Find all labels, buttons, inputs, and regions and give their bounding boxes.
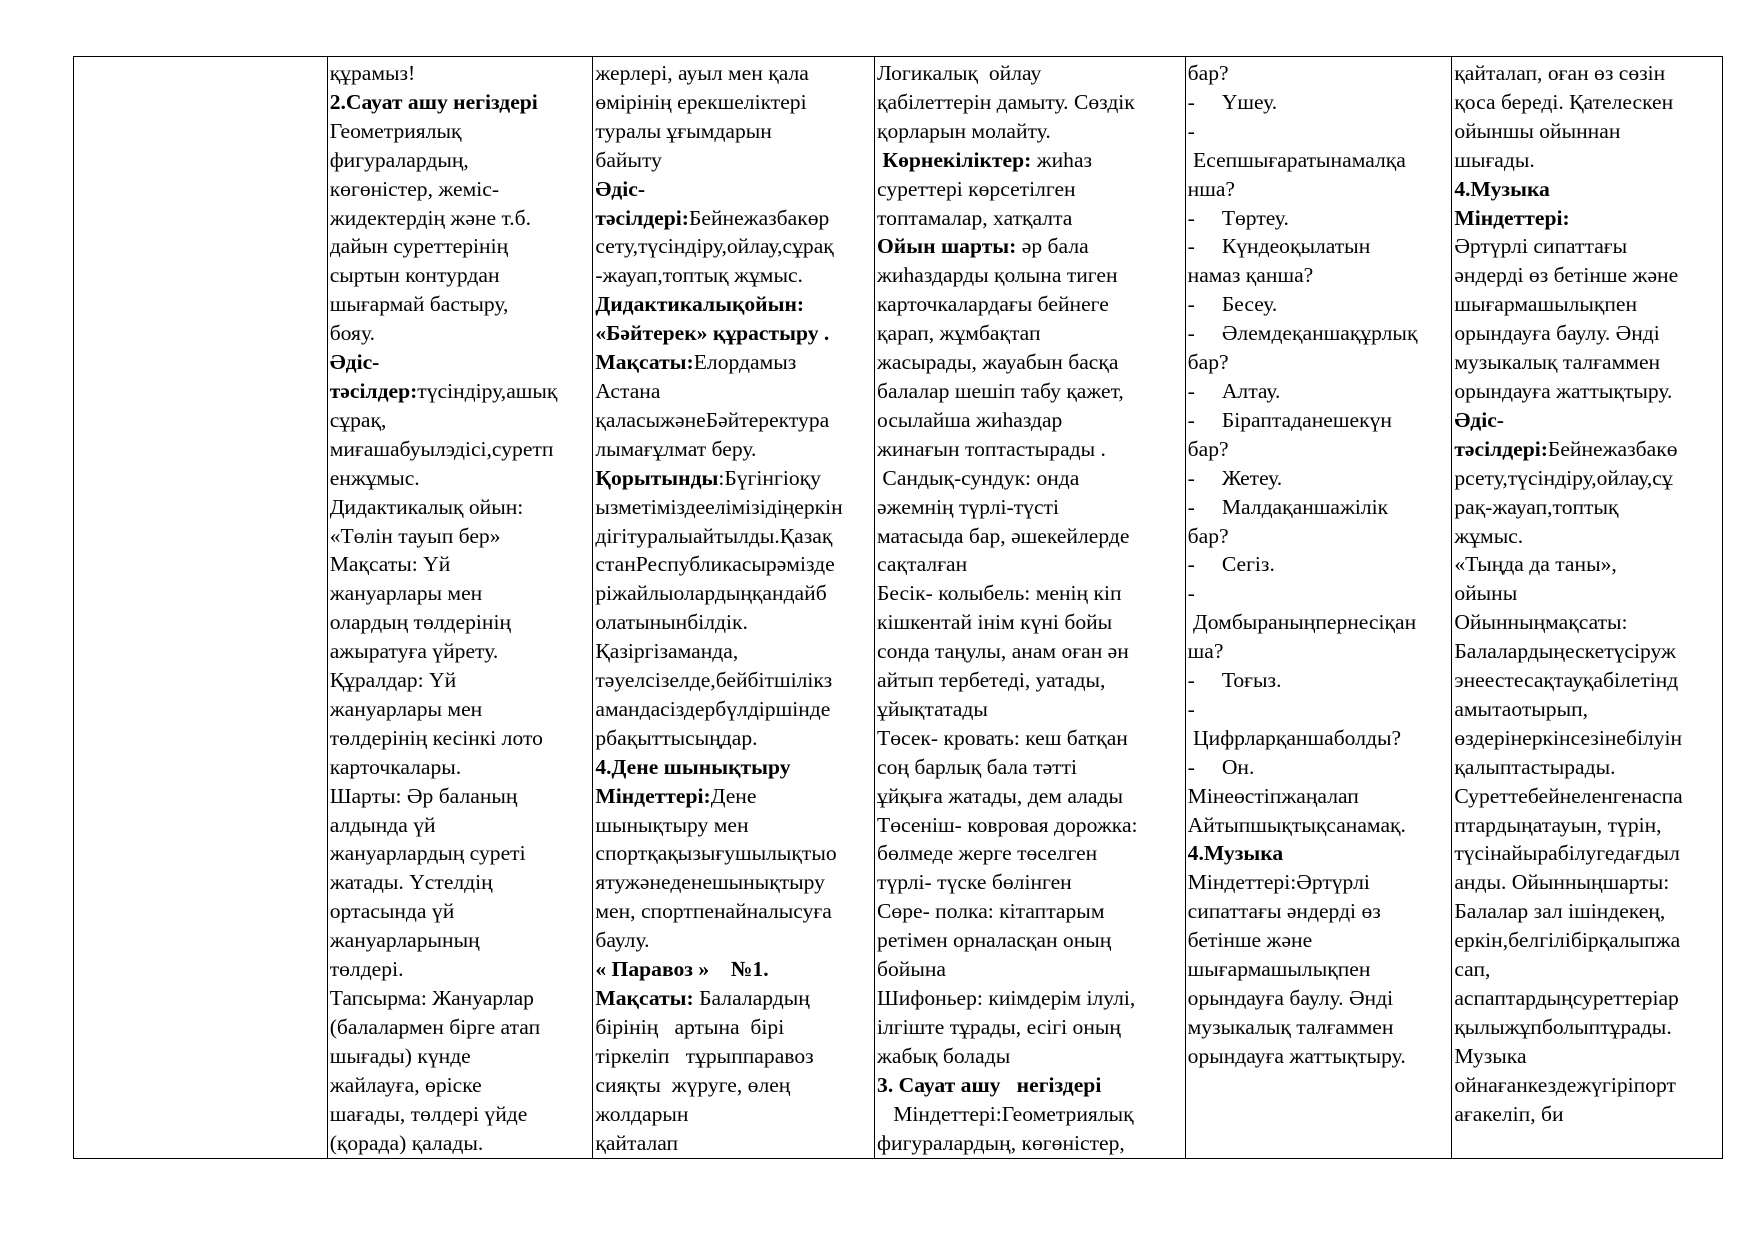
text-segment: Дене [710,783,757,808]
text-line: бойына [877,957,947,982]
text-line: әжемнің түрлі-түсті [877,494,1059,519]
text-line: - Үшеу. [1187,89,1278,114]
bold-text-segment: Мақсаты: [595,986,694,1010]
text-line: жануарлары мен [329,696,483,721]
text-line: - Тоғыз. [1187,668,1282,693]
text-line [330,377,592,406]
text-line: спортқақызығушылықтыо [595,841,837,866]
text-line: Геометриялық [329,118,462,143]
text-line: рсету,түсіндіру,ойлау,сұ [1454,465,1673,490]
text-line: Домбыраныңпернесіқан [1187,610,1417,635]
text-line: орындауға баулу. Әнді [1454,321,1660,346]
table-column-4 [874,57,1185,1158]
text-line: 4.Музыка [1187,841,1284,866]
text-line: Дидактикалық ойын: [329,494,524,519]
text-line: « Паравоз » №1. [595,957,769,982]
text-line: бар? [1187,436,1229,461]
text-line: намаз қанша? [1187,263,1314,288]
text-line: Айтыпшықтықсанамақ. [1187,812,1406,837]
text-line: -жауап,топтық жұмыс. [595,263,803,288]
text-line: - [1187,696,1195,721]
text-line: Бесік- колыбель: менің кіп [877,581,1122,606]
text-line: (балалармен бірге атап [329,1014,541,1039]
text-line [595,782,873,811]
bold-text-segment: тәсілдері: [595,205,689,230]
text-line: амандасіздербүлдіршінде [595,696,831,721]
text-line: мен, спортпенайналысуға [595,899,832,924]
text-line: ятужәнеденешынықтыру [595,870,825,895]
text-line: 4.Музыка [1454,176,1550,201]
text-line: ортасында үй [329,899,455,924]
text-line: бірінің артына бірі [595,1014,785,1039]
text-line: жерлері, ауыл мен қала [595,61,809,85]
bold-text-segment: тәсілдер: [329,378,418,403]
text-line: - Сегіз. [1187,552,1275,577]
text-line [595,984,873,1013]
table-column-3 [592,57,874,1158]
text-line: Мінеөстіпжаңалап [1187,783,1359,808]
text-line: Ойынныңмақсаты: [1454,610,1628,635]
text-line: Дидактикалықойын: [595,292,805,317]
text-line [877,232,1184,261]
text-line: қайталап [595,1130,679,1155]
text-line: түрлі- түске бөлінген [877,870,1072,895]
text-line: энеестесақтауқабілетінд [1454,668,1679,693]
text-line: ріжайлыолардыңқандайб [595,581,827,606]
text-line: туралы ұғымдарын [595,118,772,143]
text-segment: :Бүгінгіоқу [718,465,821,490]
text-line: байыту [595,147,662,172]
text-line: бар? [1187,61,1229,85]
text-line: баулу. [595,928,650,953]
text-line: қылыжұпболыптұрады. [1454,1014,1672,1039]
text-line: сипаттағы әндерді өз [1187,899,1381,924]
text-line: Әдіс- [329,350,380,375]
text-line: ілгіште тұрады, есігі оның [877,1014,1121,1039]
bold-text-segment: Мақсаты: [595,350,694,375]
text-line: - Алтау. [1187,378,1281,403]
text-line: бар? [1187,350,1229,375]
text-line: Цифрларқаншаболды? [1187,725,1402,750]
text-line: қалыптастырады. [1454,754,1616,779]
text-line: Қазіргізаманда, [595,639,739,664]
bold-text-segment: Қорытынды [595,465,719,490]
text-line: - Төртеу. [1187,205,1289,230]
text-line: 2.Сауат ашу негіздері [329,89,538,114]
text-line: жасырады, жауабын басқа [877,350,1119,375]
text-line: орындауға жаттықтыру. [1454,378,1673,403]
text-line: қайталап, оған өз сөзін [1454,61,1666,85]
schedule-table [73,56,1723,1159]
text-line: лымағұлмат беру. [595,436,757,461]
text-line: птардыңатауын, түрін, [1454,812,1662,837]
text-line: Төсек- кровать: кеш батқан [877,725,1128,750]
text-line: фигуралардың, [329,147,469,172]
text-line: жолдарын [595,1101,689,1126]
text-line: ызметіміздеелімізідіңеркін [595,494,843,519]
text-line: жұмыс. [1454,523,1524,548]
text-line: - Жетеу. [1187,465,1283,490]
text-segment: Балалардың [693,986,810,1010]
table-column-5 [1185,57,1452,1158]
text-line: сыртын контурдан [329,263,500,288]
text-line: Міндеттері:Әртүрлі [1187,870,1370,895]
text-line: Құралдар: Үй [329,668,457,693]
text-line: қорларын молайту. [877,118,1051,143]
text-line: ретімен орналасқан оның [877,928,1112,953]
text-line: «Тыңда да таны», [1454,552,1617,577]
text-line: олатынынбілдік. [595,610,748,635]
text-line: Астана [595,378,661,403]
text-line: ұйқыға жатады, дем алады [877,783,1123,808]
text-line: сонда таңулы, анам оған ән [877,639,1129,664]
text-line: Міндеттері: [1454,205,1570,230]
text-line: өздерінеркінсезінебілуін [1454,725,1683,750]
text-line: Музыка [1454,1043,1527,1068]
table-column-6 [1451,57,1722,1158]
text-line: Логикалық ойлау [877,61,1042,85]
text-line: Шифоньер: киімдерім ілулі, [877,986,1136,1010]
text-line: шығармашылықпен [1454,292,1638,317]
text-line: «Бәйтерек» құрастыру . [595,321,830,346]
text-line: қоса береді. Қателескен [1454,89,1674,114]
text-line: сап, [1454,957,1491,982]
text-line [595,204,873,233]
text-line: - Малдақаншажілік [1187,494,1389,519]
text-line: - Әлемдеқаншақұрлық [1187,321,1418,346]
text-line: шығармай бастыру, [329,292,509,317]
text-segment: Бейнежазбакөр [688,205,830,230]
text-line: 3. Сауат ашу негіздері [877,1072,1102,1097]
bold-text-segment: Көрнекіліктер: [877,147,1032,172]
text-line: түсінайырабілугедағдыл [1454,841,1680,866]
text-line: бар? [1187,523,1229,548]
text-line: Балалар зал ішіндекең, [1454,899,1666,924]
text-line: алдында үй [329,812,436,837]
text-line: миғашабуылэдісі,суретп [329,436,554,461]
bold-text-segment: тәсілдері: [1454,436,1548,461]
text-line: қабілеттерін дамыту. Сөздік [877,89,1135,114]
text-line: төлдерінің кесінкі лото [329,725,543,750]
text-line: көгөністер, жеміс- [329,176,500,201]
text-line: Әртүрлі сипаттағы [1454,234,1628,259]
text-line: әндерді өз бетінше және [1454,263,1679,288]
text-line: осылайша жиһаздар [877,407,1063,432]
text-line: Суреттебейнеленгенаспа [1454,783,1683,808]
text-line: 4.Дене шынықтыру [595,754,791,779]
text-line: сұрақ, [329,407,387,432]
text-line: аспаптардыңсуреттеріар [1454,986,1679,1010]
text-line: суреттері көрсетілген [877,176,1076,201]
text-line: станРеспубликасырәмізде [595,552,835,577]
text-line: сету,түсіндіру,ойлау,сұрақ [595,234,834,259]
bold-text-segment: Ойын шарты: [877,234,1017,259]
text-line: - [1187,581,1195,606]
text-line: дайын суреттерінің [329,234,509,259]
text-line: ша? [1187,639,1224,664]
text-line: Тапсырма: Жануарлар [329,986,534,1010]
text-line: нша? [1187,176,1235,201]
text-line: тіркеліп тұрыппаравоз [595,1043,814,1068]
text-line: топтамалар, хатқалта [877,205,1073,230]
text-line: сияқты жүруге, өлең [595,1072,791,1097]
text-line: анды. Ойынныңшарты: [1454,870,1670,895]
text-line: қаласыжәнеБәйтеректура [595,407,830,432]
text-line: рақ-жауап,топтық [1454,494,1619,519]
text-line: жиһаздарды қолына тиген [877,263,1118,288]
text-line: ағакеліп, би [1454,1101,1564,1126]
text-line: - Күндеоқылатын [1187,234,1371,259]
text-line: ойыны [1454,581,1518,606]
text-line: айтып тербетеді, уатады, [877,668,1106,693]
text-line: кішкентай інім күні бойы [877,610,1113,635]
text-line: карточкалары. [329,754,462,779]
text-line [595,464,873,493]
text-line: балалар шешіп табу қажет, [877,378,1124,403]
text-line: амытаотырып, [1454,696,1589,721]
text-line: ойыншы ойыннан [1454,118,1621,143]
text-segment: әр бала [1016,234,1089,259]
text-line: соң барлық бала тәтті [877,754,1078,779]
text-line: еркін,белгілібірқалыпжа [1454,928,1681,953]
text-line: - [1187,118,1195,143]
text-line: төлдері. [329,957,404,982]
text-line: «Төлін тауып бер» [329,523,501,548]
text-line [595,348,873,377]
text-line: Сөре- полка: кітаптарым [877,899,1105,924]
text-line: құрамыз! [329,61,416,85]
text-line: қарап, жұмбақтап [877,321,1041,346]
text-line: сақталған [877,552,968,577]
text-line: Төсеніш- ковровая дорожка: [877,812,1138,837]
text-line: бөлмеде жерге төселген [877,841,1098,866]
text-line: Міндеттері:Геометриялық [877,1101,1134,1126]
text-line: шығады) күнде [329,1043,471,1068]
text-line: матасыда бар, әшекейлерде [877,523,1130,548]
text-line: музыкалық талғаммен [1454,350,1661,375]
text-line: - Біраптаданешекүн [1187,407,1392,432]
text-line: олардың төлдерінің [329,610,512,635]
text-line: шығады. [1454,147,1535,172]
text-line: орындауға жаттықтыру. [1187,1043,1406,1068]
text-line: шығармашылықпен [1187,957,1371,982]
text-line: тәуелсізелде,бейбітшілікз [595,668,833,693]
text-line: (қорада) қалады. [329,1130,484,1155]
text-line: жидектердің және т.б. [329,205,532,230]
text-line: ұйықтатады [877,696,988,721]
text-line: өмірінің ерекшеліктері [595,89,807,114]
text-segment: түсіндіру,ашық [417,378,558,403]
text-segment: Елордамыз [693,350,797,375]
text-line: орындауға баулу. Әнді [1187,986,1394,1010]
text-line: Есепшығаратынамалқа [1187,147,1406,172]
text-line: - Бесеу. [1187,292,1278,317]
text-line: енжұмыс. [329,465,420,490]
text-line [877,146,1184,175]
text-line: фигуралардың, көгөністер, [877,1130,1125,1155]
text-line: - Он. [1187,754,1255,779]
text-line: Сандық-сундук: онда [877,465,1080,490]
text-line [1454,435,1721,464]
text-line: бояу. [329,321,376,346]
text-line: бетінше және [1187,928,1313,953]
text-line: Әдіс- [1454,407,1504,432]
text-line: карточкалардағы бейнеге [877,292,1109,317]
text-line: жануарлары мен [329,581,483,606]
text-line: Балалардыңескетүсіруж [1454,639,1676,664]
text-line: шағады, төлдері үйде [329,1101,528,1126]
bold-text-segment: Міндеттері: [595,783,711,808]
text-line: Әдіс- [595,176,646,201]
text-line: дігітуралыайтылды.Қазақ [595,523,833,548]
text-line: шынықтыру мен [595,812,749,837]
text-line: ажыратуға үйрету. [329,639,499,664]
text-line: жабық болады [877,1043,1011,1068]
text-segment: Бейнежазбакө [1547,436,1678,461]
text-line: музыкалық талғаммен [1187,1014,1394,1039]
text-line: Шарты: Әр баланың [329,783,518,808]
text-segment: жиһаз [1031,147,1093,172]
text-line: жануарларының [329,928,480,953]
text-line: жинағын топтастырады . [877,436,1106,461]
table-column-1 [74,57,327,1158]
table-column-2 [327,57,593,1158]
text-line: жайлауға, өріске [329,1072,482,1097]
text-line: жануарлардың суреті [329,841,526,866]
text-line: Мақсаты: Үй [329,552,451,577]
text-line: рбақыттысыңдар. [595,725,758,750]
text-line: ойнағанкездежүгіріпорт [1454,1072,1676,1097]
text-line: жатады. Үстелдің [329,870,493,895]
